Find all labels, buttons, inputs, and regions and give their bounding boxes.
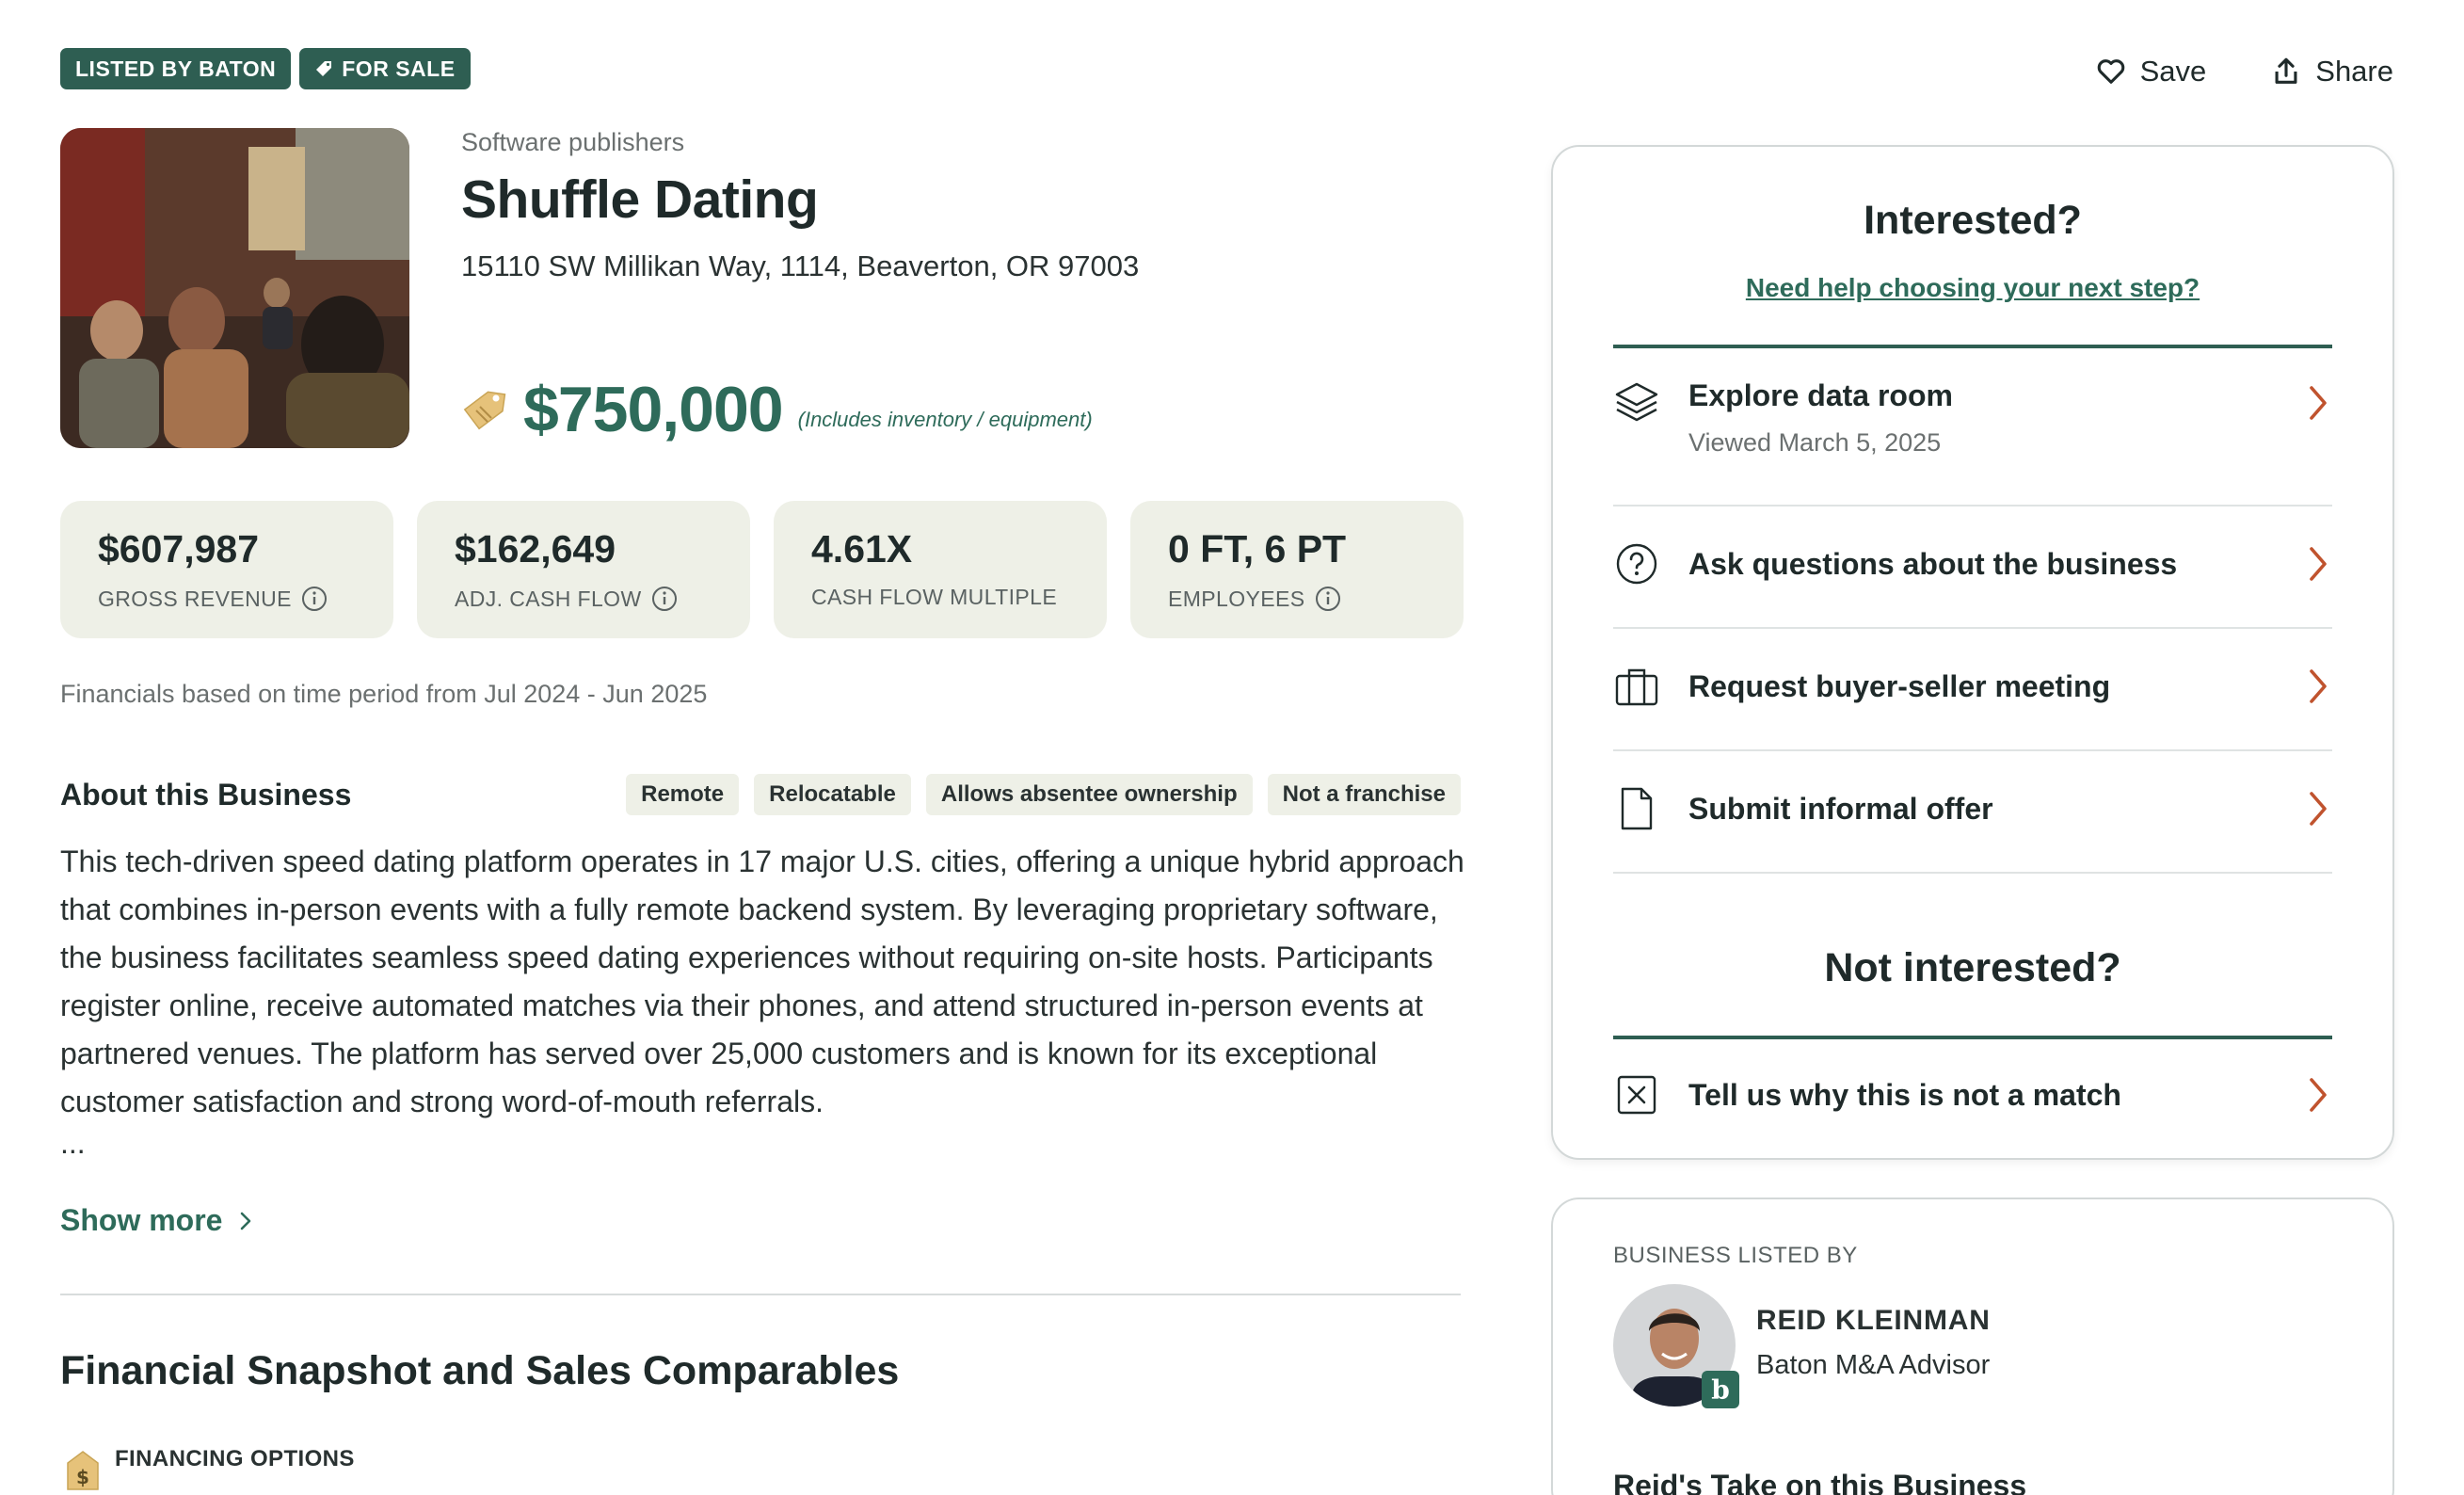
description-line: partnered venues. The platform has served over 25,000 customers and is known for its exceptional [60, 1037, 1378, 1070]
metric-cash-flow-multiple [774, 501, 1107, 638]
share-button[interactable] [2270, 55, 2393, 88]
help-link[interactable]: Need help choosing your next step? [1745, 273, 2200, 302]
briefcase-icon [1613, 663, 1660, 710]
chevron-right-icon [2304, 1074, 2332, 1116]
metric-label: ADJ. CASH FLOW [455, 586, 642, 611]
tag-icon [314, 59, 333, 78]
show-more-label: Show more [60, 1203, 223, 1237]
description-line: This tech-driven speed dating platform operates in 17 major U.S. cities, offering a unique hybrid approach [60, 844, 1464, 878]
metric-adj-cash-flow [417, 501, 750, 638]
metric-value: 0 FT, 6 PT [1168, 527, 1347, 571]
share-label: Share [2315, 55, 2393, 88]
action-sub: Viewed March 5, 2025 [1688, 428, 1942, 457]
top-actions [2095, 55, 2393, 88]
description-line: that combines in-person events with a fully remote backend system. By leveraging proprietary software, [60, 892, 1438, 926]
row-divider [1613, 749, 2332, 751]
save-label: Save [2139, 55, 2207, 88]
chip-absentee: Allows absentee ownership [926, 774, 1253, 815]
listed-by-label: LISTED BY BATON [75, 56, 277, 81]
metric-value: $162,649 [455, 527, 616, 571]
for-sale-badge [299, 48, 470, 89]
svg-text:$: $ [76, 1466, 89, 1488]
metric-label: GROSS REVENUE [98, 586, 292, 611]
not-a-match-row[interactable] [1613, 1071, 2332, 1118]
business-photo[interactable] [60, 128, 409, 448]
financing-options [64, 1446, 355, 1491]
listed-by-badge [60, 48, 291, 89]
question-circle-icon [1613, 540, 1660, 587]
lister-name: REID KLEINMAN [1756, 1305, 1991, 1336]
reid-take-title: Reid's Take on this Business [1613, 1469, 2027, 1495]
interested-title: Interested? [1864, 198, 2082, 243]
interest-card [1551, 145, 2394, 1160]
chip-relocatable: Relocatable [754, 774, 911, 815]
not-interested-title: Not interested? [1824, 945, 2121, 990]
business-category: Software publishers [461, 128, 685, 156]
baton-badge-icon: b [1702, 1371, 1739, 1408]
info-icon[interactable] [1314, 585, 1342, 613]
heart-icon [2095, 56, 2127, 88]
show-more-button[interactable] [60, 1203, 256, 1238]
financing-options-label: FINANCING OPTIONS [115, 1446, 355, 1471]
financial-snapshot-title: Financial Snapshot and Sales Comparables [60, 1348, 900, 1393]
chevron-right-icon [2304, 666, 2332, 707]
metric-value: 4.61X [811, 527, 913, 571]
price-note: (Includes inventory / equipment) [797, 408, 1093, 431]
chip-remote: Remote [626, 774, 739, 815]
financials-note: Financials based on time period from Jul 2024 - Jun 2025 [60, 680, 708, 708]
action-label: Request buyer-seller meeting [1688, 668, 2111, 703]
green-rule [1613, 1036, 2332, 1039]
chevron-right-icon [2304, 382, 2332, 424]
row-divider [1613, 627, 2332, 629]
price-row [461, 373, 1093, 446]
save-button[interactable] [2095, 55, 2207, 88]
metric-value: $607,987 [98, 527, 260, 571]
chevron-right-icon [235, 1211, 256, 1231]
explore-data-room-row[interactable] [1613, 378, 2332, 458]
request-meeting-row[interactable] [1613, 663, 2332, 710]
chip-not-franchise: Not a franchise [1268, 774, 1461, 815]
lister-card [1551, 1198, 2394, 1495]
document-icon [1613, 785, 1660, 832]
green-rule [1613, 345, 2332, 348]
chevron-right-icon [2304, 543, 2332, 585]
chevron-right-icon [2304, 788, 2332, 829]
row-divider [1613, 505, 2332, 506]
listing-badges [60, 48, 471, 89]
action-label: Explore data room [1688, 378, 1953, 412]
attribute-chips [626, 774, 1461, 815]
description-line: register online, receive automated matches via their phones, and attend structured in-person events at [60, 989, 1423, 1022]
metric-gross-revenue [60, 501, 393, 638]
price-tag-icon [461, 386, 508, 433]
action-label: Ask questions about the business [1688, 546, 2178, 581]
close-box-icon [1613, 1071, 1660, 1118]
info-icon[interactable] [300, 585, 328, 613]
description-line: customer satisfaction and strong word-of-mouth referrals. [60, 1085, 824, 1118]
lister-caption: BUSINESS LISTED BY [1613, 1243, 1858, 1268]
lister-role: Baton M&A Advisor [1756, 1350, 1991, 1380]
for-sale-label: FOR SALE [342, 56, 456, 81]
ask-questions-row[interactable] [1613, 540, 2332, 587]
info-icon[interactable] [650, 585, 679, 613]
metric-employees [1130, 501, 1464, 638]
dollar-tag-icon [64, 1450, 102, 1491]
description-ellipsis: ... [60, 1126, 86, 1160]
metrics-row [60, 501, 1464, 638]
metric-label: CASH FLOW MULTIPLE [811, 585, 1058, 609]
business-address: 15110 SW Millikan Way, 1114, Beaverton, OR 97003 [461, 249, 1140, 282]
action-label: Tell us why this is not a match [1688, 1077, 2121, 1112]
layers-icon [1613, 378, 1660, 426]
row-divider [1613, 872, 2332, 874]
section-divider [60, 1294, 1461, 1295]
metric-label: EMPLOYEES [1168, 586, 1305, 611]
asking-price: $750,000 [523, 374, 783, 445]
submit-offer-row[interactable] [1613, 785, 2332, 832]
action-label: Submit informal offer [1688, 791, 1993, 826]
business-title: Shuffle Dating [461, 169, 819, 230]
description-line: the business facilitates seamless speed dating experiences without requiring on-site hosts. Participants [60, 940, 1433, 974]
about-header [60, 774, 1461, 815]
listing-header [461, 128, 1449, 283]
about-title: About this Business [60, 777, 352, 812]
about-description [60, 838, 1472, 1126]
share-icon [2270, 56, 2302, 88]
